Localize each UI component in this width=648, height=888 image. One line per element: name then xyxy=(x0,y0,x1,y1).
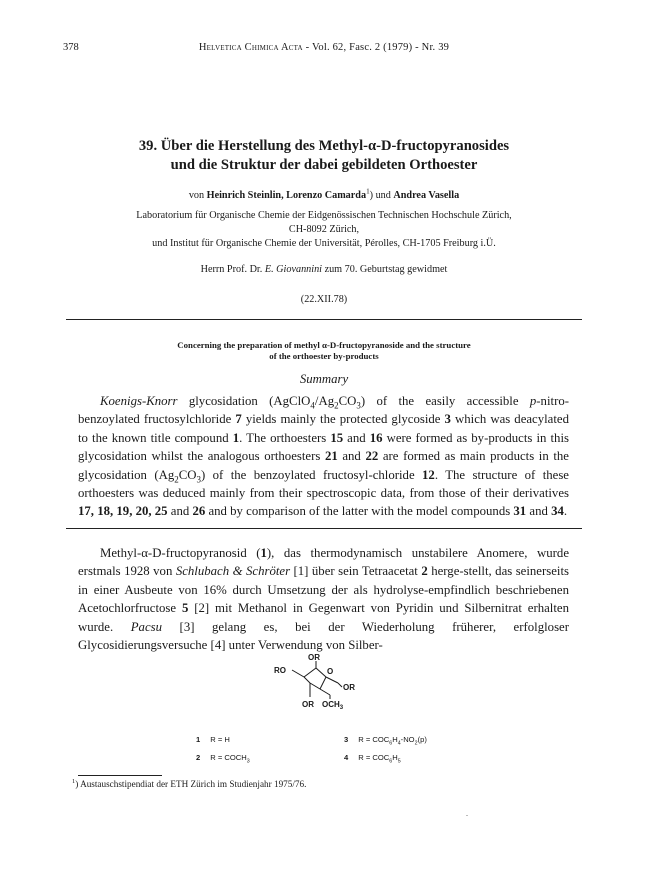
compound-number: 2 xyxy=(196,753,201,762)
summary-span: yields mainly the protected glycoside xyxy=(241,412,445,427)
compound-substituent: (p) xyxy=(417,735,427,744)
body-span: ), das thermodynamisch unstabilere Anomere, wurde erstmals 1928 von xyxy=(78,546,569,579)
compound-sub: 4 xyxy=(397,740,401,747)
label-och3-sub: 3 xyxy=(339,705,344,711)
compound-number: 4 xyxy=(344,753,349,762)
article-title xyxy=(40,137,608,175)
label-ring-oxygen: O xyxy=(327,667,334,676)
compound-3 xyxy=(344,735,427,747)
compound-ref: 1 xyxy=(260,546,267,560)
summary-span: . xyxy=(563,504,568,519)
compound-substituent: R = H xyxy=(210,735,230,744)
divider-bottom xyxy=(66,528,582,529)
compound-substituent: R = COC xyxy=(358,735,390,744)
summary-span: and by comparison of the latter with the model compounds xyxy=(205,504,514,519)
compound-substituent: R = COC xyxy=(358,753,390,762)
summary-sub: 2 xyxy=(174,474,179,485)
compound-ref: 17, 18, 19, 20, 25 xyxy=(78,504,168,519)
compound-1 xyxy=(196,735,230,744)
summary-span: glycosidation (AgClO xyxy=(177,394,311,408)
summary-span: were formed as by-products in this glycosidation whilst the analogous orthoesters xyxy=(78,430,569,464)
summary-span: ) of the easily accessible xyxy=(360,394,530,408)
compound-ref: 21 xyxy=(324,449,338,464)
footnote-mark: 1 xyxy=(72,777,76,785)
compound-ref: 7 xyxy=(235,412,242,427)
title-line-2: und die Struktur der dabei gebildeten Orthoester xyxy=(170,157,478,173)
received-date: (22.XII.78) xyxy=(300,294,348,305)
authors-prefix: von xyxy=(188,190,207,201)
summary-span: p xyxy=(529,394,537,408)
english-title-line-1: Concerning the preparation of methyl α-D-fructopyranoside and the structure xyxy=(177,340,471,350)
summary-span: . The structure of these orthoesters was deduced mainly from their spectroscopic data, from those of their derivatives xyxy=(78,467,569,501)
label-och3 xyxy=(322,700,344,711)
pyranose-ring-diagram xyxy=(250,651,420,726)
label-or-right: OR xyxy=(343,683,355,692)
label-ro-left: RO xyxy=(274,666,286,675)
summary-span: and xyxy=(343,430,370,445)
compound-4 xyxy=(344,753,401,765)
summary-span: which was deacylated to the known title compound xyxy=(78,412,569,445)
body-span: [1] über sein Tetraacetat xyxy=(290,564,422,579)
compound-substituent: -NO xyxy=(400,735,415,744)
compound-2 xyxy=(196,753,250,765)
summary-span: and xyxy=(167,504,193,519)
compound-ref: 12 xyxy=(422,467,435,482)
body-span: [2] mit Methanol in Gegenwart von Pyridin und Silbernitrat erhalten wurde. xyxy=(78,601,569,634)
label-och3-main: OCH xyxy=(322,700,340,709)
compound-sub: 6 xyxy=(389,740,393,747)
summary-span: -nitro-benzoylated fructosylchloride xyxy=(78,394,569,427)
body-span: Methyl-α-D-fructopyranosid ( xyxy=(100,546,261,560)
english-title-line-2: of the orthoester by-products xyxy=(269,351,379,361)
body-span: [3] gelang es, bei der Wiederholung früherer, erfolgloser Glycosidierungsversuche [4] unter Verwendung von Silber- xyxy=(78,619,569,653)
summary-span: ) of the benzoylated fructosyl-chloride xyxy=(201,467,423,482)
compound-ref: 3 xyxy=(444,412,451,427)
summary-span: are formed as main products in the glycosidation (Ag xyxy=(78,449,569,482)
compound-ref: 31 xyxy=(513,504,527,519)
compound-substituent: H xyxy=(392,753,398,762)
cited-author: Pacsu xyxy=(130,619,163,634)
summary-span: and xyxy=(337,449,366,464)
affiliation xyxy=(40,209,608,251)
journal-reference xyxy=(63,42,585,53)
summary-span: and xyxy=(526,504,552,519)
compound-ref: 2 xyxy=(421,564,428,579)
compound-ref: 16 xyxy=(369,430,383,445)
footnote-rule xyxy=(78,775,162,776)
compound-sub: 5 xyxy=(397,758,401,765)
compound-sub: 6 xyxy=(389,758,393,765)
compound-ref: 22 xyxy=(365,449,379,464)
footnote xyxy=(72,779,306,789)
dedication xyxy=(40,264,608,275)
chemical-structure xyxy=(250,651,420,726)
compound-ref: 34 xyxy=(551,504,564,519)
compound-ref: 26 xyxy=(192,504,206,519)
label-or-top: OR xyxy=(308,653,320,662)
compound-legend xyxy=(196,735,476,775)
affiliation-line-1: Laboratorium für Organische Chemie der Eidgenössischen Technischen Hochschule Zürich, xyxy=(136,210,512,221)
label-or-bottom: OR xyxy=(302,700,314,709)
divider-top xyxy=(66,319,582,320)
compound-ref: 1 xyxy=(232,430,240,445)
summary-span: Koenigs-Knorr xyxy=(100,394,178,408)
body-paragraph xyxy=(78,544,569,654)
page-number: 378 xyxy=(63,42,79,53)
footnote-text: ) Austauschstipendiat der ETH Zürich im Studienjahr 1975/76. xyxy=(75,779,307,789)
summary-sub: 2 xyxy=(334,400,339,411)
author-footnote-mark: 1 xyxy=(366,187,370,196)
compound-sub: 3 xyxy=(246,758,250,765)
summary-sub: 4 xyxy=(310,400,315,411)
dedication-post: zum 70. Geburtstag gewidmet xyxy=(322,264,448,275)
running-header xyxy=(63,42,585,58)
cited-authors: Schlubach & Schröter xyxy=(175,564,291,579)
summary-heading: Summary xyxy=(299,372,349,386)
compound-ref: 5 xyxy=(181,601,189,616)
author-names-2: Andrea Vasella xyxy=(393,190,460,201)
summary-paragraph xyxy=(78,392,569,521)
journal-volume: - Vol. 62, Fasc. 2 (1979) - Nr. 39 xyxy=(302,42,450,53)
summary-sub: 3 xyxy=(356,400,361,411)
author-names-1: Heinrich Steinlin, Lorenzo Camarda xyxy=(206,190,367,201)
summary-span: CO xyxy=(178,467,197,482)
compound-sub: 2 xyxy=(414,740,418,747)
compound-substituent: H xyxy=(392,735,398,744)
summary-span: . The orthoesters xyxy=(239,430,331,445)
title-line-1: 39. Über die Herstellung des Methyl-α-D-fructopyranosides xyxy=(138,138,510,154)
affiliation-line-2: CH-8092 Zürich, xyxy=(288,224,360,235)
english-title xyxy=(40,340,608,362)
journal-name: Helvetica Chimica Acta xyxy=(198,42,303,53)
dedication-name: E. Giovannini xyxy=(264,264,323,275)
affiliation-line-3: und Institut für Organische Chemie der Universität, Pérolles, CH-1705 Freiburg i.Ü. xyxy=(152,238,496,249)
dedication-pre: Herrn Prof. Dr. xyxy=(200,264,265,275)
summary-span: /Ag xyxy=(314,394,335,408)
summary-span: CO xyxy=(338,394,357,408)
scan-speck xyxy=(466,815,468,816)
compound-number: 3 xyxy=(344,735,349,744)
summary-sub: 3 xyxy=(196,474,201,485)
compound-ref: 15 xyxy=(330,430,344,445)
compound-number: 1 xyxy=(196,735,201,744)
authors xyxy=(40,187,608,201)
body-span: herge-stellt, das seinerseits in einer Ausbeute von 16% durch Umsetzung der als hydrolyse-empfindlich beschriebenen Acetochlorfructose xyxy=(78,564,569,616)
authors-mid: ) und xyxy=(369,190,394,201)
compound-substituent: R = COCH xyxy=(210,753,247,762)
